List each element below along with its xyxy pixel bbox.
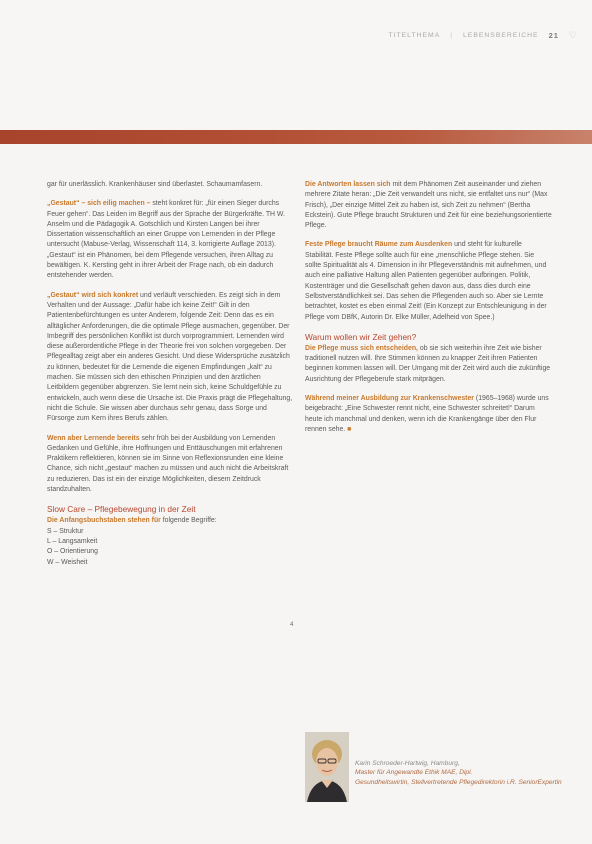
list-item: O – Orientierung — [47, 548, 98, 556]
author-photo — [305, 732, 349, 802]
paragraph — [47, 180, 294, 190]
page-number: 21 — [548, 31, 559, 40]
highlight-lead: Die Antworten lassen sich — [305, 181, 391, 188]
left-column — [47, 180, 294, 568]
highlight-lead: „Gestaut“ – sich eilig machen – — [47, 200, 151, 208]
paragraph — [47, 434, 294, 496]
paragraph — [305, 344, 552, 385]
slowcare-intro — [47, 516, 294, 526]
list-item: L – Langsamkeit — [47, 537, 98, 545]
running-header — [388, 30, 578, 41]
right-column — [305, 180, 552, 444]
author-title: Master für Angewandte Ethik MAE, Dipl. — [355, 769, 473, 777]
separator: | — [450, 32, 453, 39]
highlight-lead: Wenn aber Lernende bereits — [47, 434, 140, 442]
highlight-lead: Während meiner Ausbildung zur Krankenschwester — [305, 395, 474, 403]
paragraph-text: folgende Begriffe: — [160, 517, 217, 525]
highlight-lead: Die Anfangsbuchstaben stehen für — [47, 517, 161, 525]
page-marker: 4 — [290, 622, 294, 628]
paragraph-text: und verläuft verschieden. Es zeigt sich in dem Verhalten und der Aussage: „Dafür habe ich keine Zeit!“ Gilt in den Patientenbefürchtungen es unter Anderem, folgende Zeit: Denn das es ein alltäglicher Anforderungen, die die optimale Pflege ausmachen, gegenüber. Der Imbegriff des persönlichen Konflikt ist durch vorprogrammiert. Lernenden wird diese außerordentliche Pflege in der Theorie frei von solchen vorgegeben. Der Pflegealltag zeigt aber ein anderes Gesicht. Und diese Widersprüche zusätzlich zu können, bedeutet für die Lernende die eigenen Empfindungen „kalt“ zu machen. Sie müssen sich den ethischen Prinzipien und den ärztlichen Leitbildern gegenüber abgrenzen. Sie lernt nein sich, keine Schuldgefühle zu entwickeln, auch wenn diese die Ursache ist. Die Praxis prägt die Pflegehaltung, nicht die Schule. Sie wissen aber durchaus sehr genau, dass Sorge und Fürsorge zum Kern ihres Berufs zählen. — [47, 291, 293, 423]
highlight-lead: Feste Pflege braucht Räume zum Ausdenken — [305, 241, 453, 249]
slowcare-list — [47, 527, 294, 568]
slowcare-heading: Slow Care – Pflegebewegung in der Zeit — [47, 504, 196, 515]
paragraph-text: mit dem Phänomen Zeit auseinander und ziehen mehrere Zitate heran: „Die Zeit verwandelt uns nicht, sie entfaltet uns nur“ (Max Frisch), „Der einzige Mittel Zeit zu haben ist, sich Zeit zu nehmen“ (Bertha Eckstein). Gute Pflege braucht Strukturen und Zeit für eine beziehungsorientierte Pflege. — [305, 181, 552, 230]
section-label: TITELTHEMA — [388, 32, 441, 39]
paragraph-text: und steht für kulturelle Stabilität. Feste Pflege sollte auch für eine „menschliche Pflege stehen. Sie sollte Spiritualität als 4. Dimension in ihr Pflegeverständnis mit aufnehmen, und auch eine palliative Haltung allen Patienten gegenüber aufbringen. Politik, Kostenträger und die Gesellschaft gehen davon aus, dass dies durch eine Selbstverständlichkeit sei. Das sehen die Pflegenden auch so. Aber sie Lernte betrachtet, kostet es eben einmal Zeit! (Ein Konzept zur Entschleunigung in der Pflege vom DBfK, Autorin Dr. Elke Müller, Adelheid von Spee.) — [305, 241, 547, 321]
paragraph-text: sehr früh bei der Ausbildung von Lernenden Gedanken und Gefühle, ihre Hoffnungen und Enttäuschungen mit erfahrenen Praktikern reflektieren, können sie im Sinne von Reflexionsrunden eine kleine Chance, sich nicht „gestaut“ machen zu müssen und auch nicht die Arbeitskraft zu reduzieren. Das ist ein der einzige Möglichkeiten, diesem Zeitdruck standzuhalten. — [47, 434, 289, 494]
paragraph-text: gar für unerlässlich. Krankenhäuser sind überlastet. Schaumamfasern. — [47, 181, 263, 188]
subsection-label: LEBENSBEREICHE — [463, 32, 539, 39]
highlight-lead: „Gestaut“ wird sich konkret — [47, 291, 139, 299]
highlight-lead: Die Pflege muss sich entscheiden, — [305, 344, 418, 352]
paragraph — [305, 394, 552, 435]
portrait-image — [305, 732, 349, 802]
paragraph — [305, 240, 552, 322]
warum-heading: Warum wollen wir Zeit gehen? — [305, 331, 417, 342]
list-item: S – Struktur — [47, 527, 84, 535]
end-mark: ■ — [347, 425, 352, 433]
paragraph — [47, 199, 294, 281]
paragraph-text: steht konkret für: „für einen Sieger durchs Feuer gehen“. Das Leiden im Begriff aus der Sprache der Bürgerkräfte. TH W. Anselm und die Pädagogik A. Gotschlich und Kirsten Langen bei ihrer Dissertation wissenschaftlich an einer Gruppe von Lernenden in der Pflege untersucht (Mabuse-Verlag, Wissenschaft 114, 3. korrigierte Auflage 2013). „Gestaut“ ist ein Phänomen, bei dem Pflegende versuchen, ihren Alltag zu bewältigen. K. Kersting geht in ihrer Arbeit der Frage nach, ob ein dadurch entstehender werden. — [47, 200, 285, 280]
page-header — [0, 0, 592, 130]
author-name: Karin Schroeder-Hartwig, Hamburg, — [355, 760, 460, 767]
paragraph — [305, 180, 552, 231]
paragraph-text: ob sie sich weiterhin ihre Zeit wie bisher traditionell nutzen will. Ihre Stimmen können zu knapper Zeit ihren Patienten beginnen kommen lassen will. Der Umgang mit der Zeit wird auch die zukünftige Ausrichtung der Pflegeberufe stark mitprägen. — [305, 344, 551, 383]
author-box — [305, 732, 565, 807]
list-item: W – Weisheit — [47, 558, 88, 566]
paragraph — [47, 291, 294, 425]
author-title: Gesundheitswirtin, Stellvertretende Pflegedirektorin i.R. SeniorExpertin — [355, 778, 562, 786]
author-caption — [355, 759, 573, 787]
paragraph-text: (1965–1968) wurde uns beigebracht: „Eine Schwester rennt nicht, eine Schwester schreitet!“ Darum heute ich manchmal und denken, wenn ich die Krankengänge über den Flur rennen sehe. — [305, 395, 549, 433]
heart-icon: ♡ — [568, 30, 578, 40]
decorative-band — [0, 130, 592, 144]
